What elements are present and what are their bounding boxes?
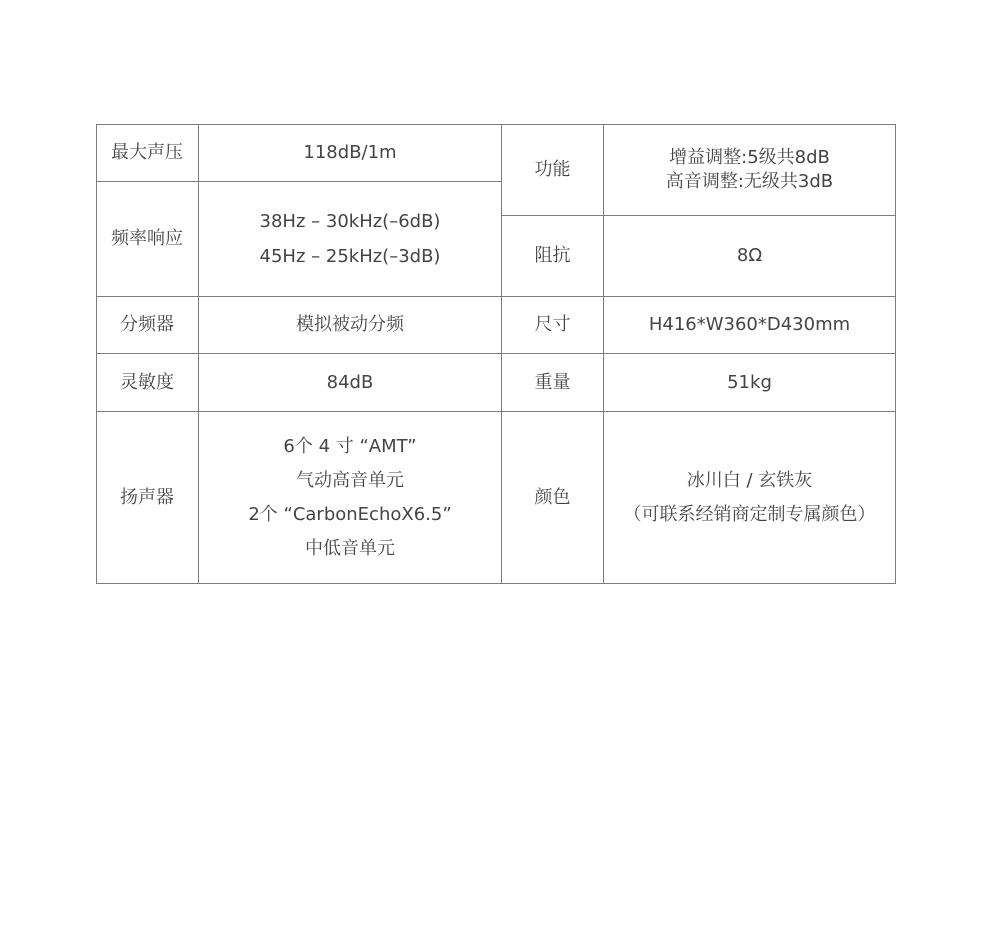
spec-value-line: 2个 “CarbonEchoX6.5” [248, 504, 452, 525]
spec-value-sensitivity [199, 354, 501, 412]
spec-label-text: 灵敏度 [120, 371, 174, 393]
spec-value-crossover [199, 297, 501, 354]
spec-value-line: 51kg [727, 371, 772, 393]
spec-value-line: 118dB/1m [303, 141, 397, 163]
spec-label-crossover [96, 297, 198, 354]
spec-value-line: 38Hz – 30kHz(–6dB) [259, 211, 441, 233]
spec-value-weight [604, 354, 895, 412]
spec-value-line: 模拟被动分频 [296, 314, 404, 336]
spec-label-max-spl [96, 124, 198, 182]
spec-value-line: 中低音单元 [305, 538, 395, 560]
spec-value-line: 冰川白 / 玄铁灰 [686, 469, 813, 491]
spec-label-impedance [502, 216, 603, 297]
spec-value-line: 增益调整:5级共8dB [669, 146, 830, 168]
spec-value-color [604, 412, 895, 584]
spec-value-function [604, 124, 895, 216]
spec-value-line: H416*W360*D430mm [648, 314, 851, 336]
spec-label-text: 尺寸 [534, 314, 571, 336]
spec-label-function [502, 124, 603, 216]
spec-label-text: 分频器 [120, 314, 174, 336]
spec-label-drivers [96, 412, 198, 584]
spec-value-line: 84dB [326, 371, 374, 393]
spec-label-dimensions [502, 297, 603, 354]
spec-value-drivers [199, 412, 501, 584]
table-border-right [895, 124, 896, 584]
spec-label-text: 重量 [534, 371, 571, 393]
specifications-table [96, 124, 896, 584]
spec-value-line: 8Ω [736, 245, 763, 267]
spec-label-text: 扬声器 [120, 486, 174, 508]
spec-value-line: 高音调整:无级共3dB [665, 171, 834, 192]
spec-value-line: 6个 4 寸 “AMT” [283, 435, 417, 457]
spec-label-text: 功能 [534, 158, 571, 180]
spec-value-line: 气动高音单元 [296, 469, 404, 491]
spec-value-max-spl [199, 124, 501, 182]
spec-label-text: 频率响应 [111, 228, 183, 250]
spec-value-line: 45Hz – 25kHz(–3dB) [259, 245, 441, 267]
spec-label-text: 颜色 [534, 486, 571, 508]
spec-value-dimensions [604, 297, 895, 354]
spec-value-line: （可联系经销商定制专属颜色） [623, 504, 876, 525]
spec-label-frequency-response [96, 182, 198, 297]
spec-label-text: 最大声压 [111, 141, 183, 163]
spec-value-frequency-response [199, 182, 501, 297]
spec-label-color [502, 412, 603, 584]
spec-value-impedance [604, 216, 895, 297]
spec-label-weight [502, 354, 603, 412]
spec-label-sensitivity [96, 354, 198, 412]
spec-label-text: 阻抗 [534, 245, 571, 267]
